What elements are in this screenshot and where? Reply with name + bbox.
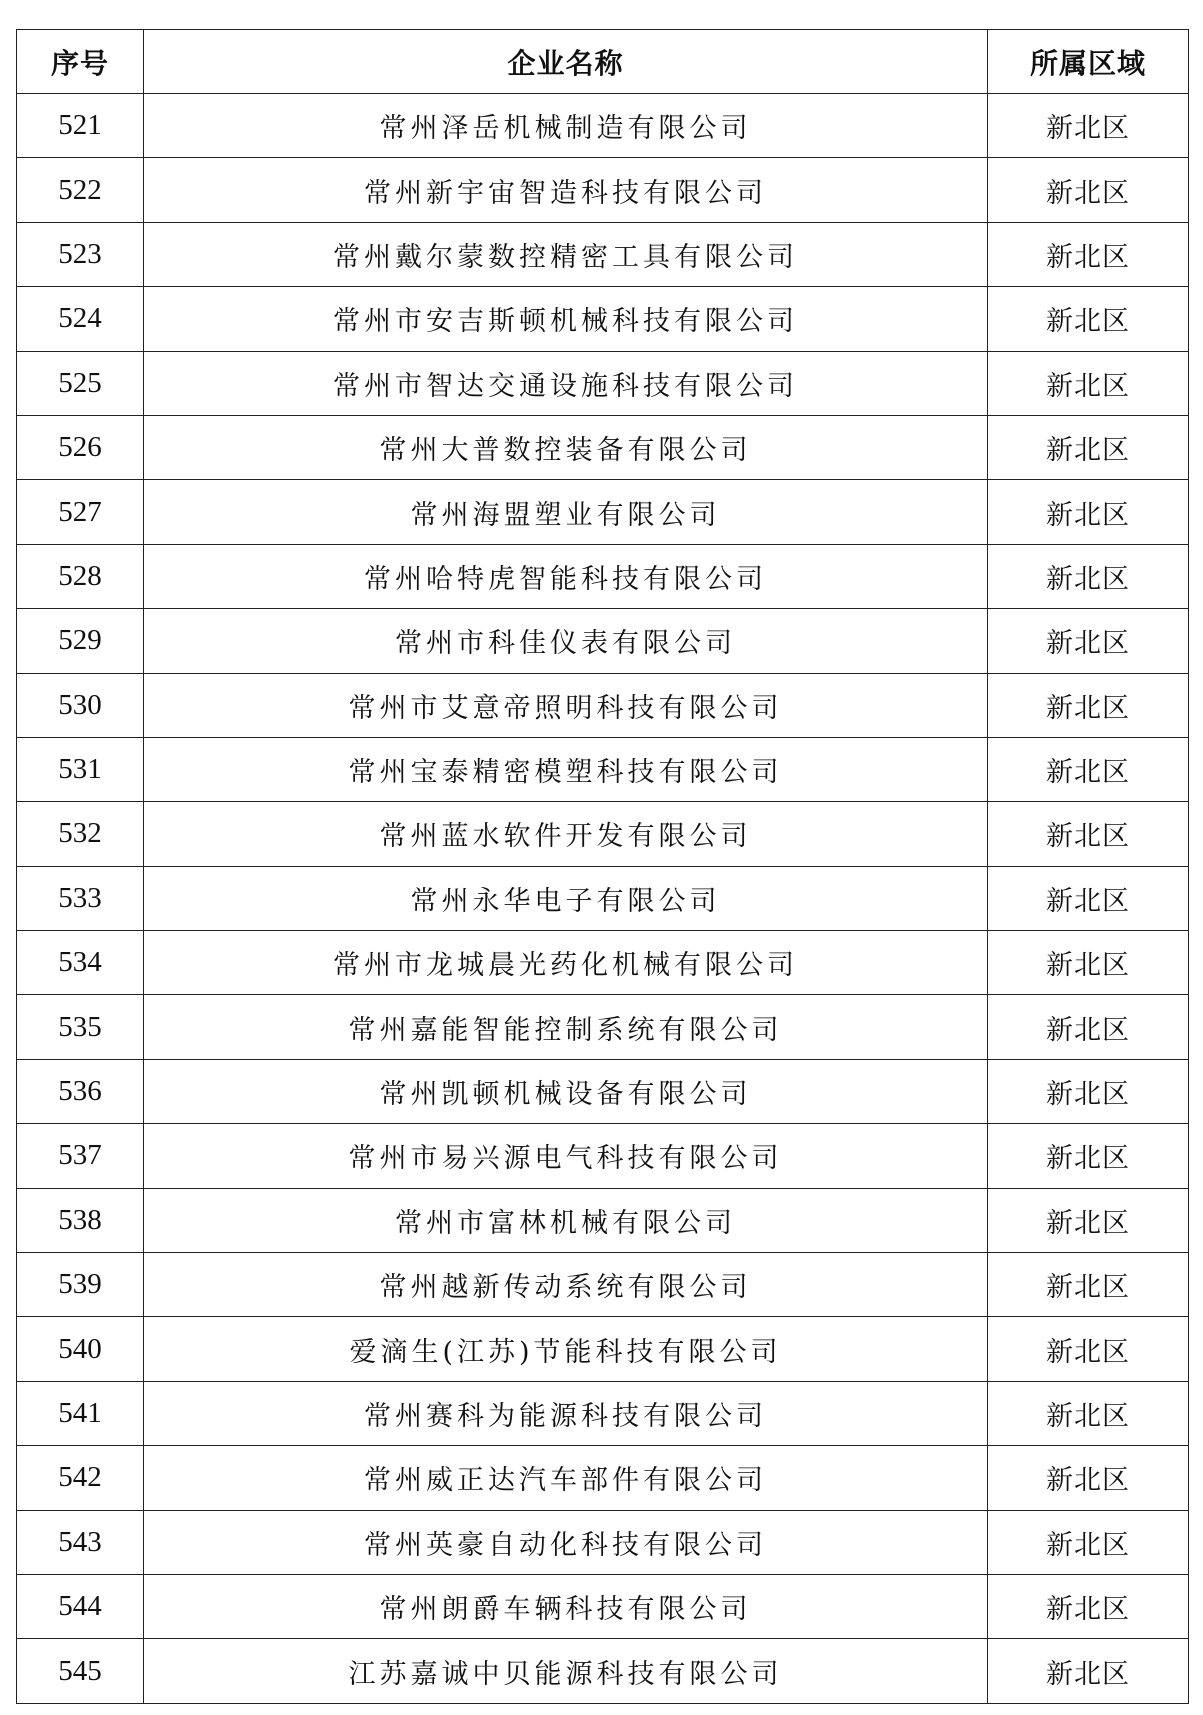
row-area: 新北区: [988, 931, 1189, 995]
row-area: 新北区: [988, 1574, 1189, 1638]
row-enterprise-name: 常州戴尔蒙数控精密工具有限公司: [144, 222, 988, 286]
table-row: [17, 995, 1189, 1059]
row-seq: 533: [17, 866, 144, 930]
row-area: 新北区: [988, 1446, 1189, 1510]
row-enterprise-name: 常州市易兴源电气科技有限公司: [144, 1124, 988, 1188]
table-row: [17, 1574, 1189, 1638]
table-row: [17, 737, 1189, 801]
row-seq: 535: [17, 995, 144, 1059]
header-area: 所属区域: [988, 30, 1189, 94]
row-seq: 530: [17, 673, 144, 737]
row-enterprise-name: 常州赛科为能源科技有限公司: [144, 1381, 988, 1445]
row-enterprise-name: 常州市科佳仪表有限公司: [144, 609, 988, 673]
row-area: 新北区: [988, 544, 1189, 608]
table-row: [17, 158, 1189, 222]
header-name: 企业名称: [144, 30, 988, 94]
table-row: [17, 673, 1189, 737]
row-area: 新北区: [988, 609, 1189, 673]
row-seq: 542: [17, 1446, 144, 1510]
table-row: [17, 480, 1189, 544]
row-seq: 527: [17, 480, 144, 544]
table-row: [17, 931, 1189, 995]
row-enterprise-name: 常州市富林机械有限公司: [144, 1188, 988, 1252]
row-seq: 528: [17, 544, 144, 608]
row-enterprise-name: 常州蓝水软件开发有限公司: [144, 802, 988, 866]
table-row: [17, 1639, 1189, 1703]
row-enterprise-name: 常州泽岳机械制造有限公司: [144, 94, 988, 158]
table-row: [17, 1188, 1189, 1252]
row-seq: 536: [17, 1059, 144, 1123]
row-seq: 540: [17, 1317, 144, 1381]
row-enterprise-name: 爱滴生(江苏)节能科技有限公司: [144, 1317, 988, 1381]
row-enterprise-name: 常州威正达汽车部件有限公司: [144, 1446, 988, 1510]
table-row: [17, 866, 1189, 930]
table-body: [17, 94, 1189, 1704]
row-enterprise-name: 常州新宇宙智造科技有限公司: [144, 158, 988, 222]
row-area: 新北区: [988, 1381, 1189, 1445]
table-row: [17, 222, 1189, 286]
row-enterprise-name: 常州嘉能智能控制系统有限公司: [144, 995, 988, 1059]
row-area: 新北区: [988, 1059, 1189, 1123]
row-enterprise-name: 常州越新传动系统有限公司: [144, 1253, 988, 1317]
row-seq: 545: [17, 1639, 144, 1703]
table-row: [17, 287, 1189, 351]
row-area: 新北区: [988, 158, 1189, 222]
table-row: [17, 609, 1189, 673]
row-seq: 537: [17, 1124, 144, 1188]
table-row: [17, 802, 1189, 866]
row-seq: 538: [17, 1188, 144, 1252]
row-seq: 526: [17, 415, 144, 479]
row-enterprise-name: 常州宝泰精密模塑科技有限公司: [144, 737, 988, 801]
row-seq: 523: [17, 222, 144, 286]
table-row: [17, 1059, 1189, 1123]
row-seq: 522: [17, 158, 144, 222]
table-row: [17, 1253, 1189, 1317]
row-area: 新北区: [988, 802, 1189, 866]
row-enterprise-name: 常州凯顿机械设备有限公司: [144, 1059, 988, 1123]
row-seq: 525: [17, 351, 144, 415]
row-area: 新北区: [988, 673, 1189, 737]
row-enterprise-name: 常州市安吉斯顿机械科技有限公司: [144, 287, 988, 351]
row-seq: 532: [17, 802, 144, 866]
row-area: 新北区: [988, 415, 1189, 479]
row-seq: 524: [17, 287, 144, 351]
table-header: [17, 30, 1189, 94]
table-row: [17, 1317, 1189, 1381]
row-area: 新北区: [988, 1639, 1189, 1703]
row-seq: 543: [17, 1510, 144, 1574]
row-enterprise-name: 江苏嘉诚中贝能源科技有限公司: [144, 1639, 988, 1703]
enterprise-table: [16, 29, 1189, 1704]
table-row: [17, 415, 1189, 479]
row-seq: 539: [17, 1253, 144, 1317]
table-row: [17, 544, 1189, 608]
row-area: 新北区: [988, 1317, 1189, 1381]
table-row: [17, 94, 1189, 158]
row-enterprise-name: 常州英豪自动化科技有限公司: [144, 1510, 988, 1574]
table-row: [17, 1446, 1189, 1510]
row-area: 新北区: [988, 1510, 1189, 1574]
row-area: 新北区: [988, 1124, 1189, 1188]
row-seq: 521: [17, 94, 144, 158]
row-enterprise-name: 常州市龙城晨光药化机械有限公司: [144, 931, 988, 995]
row-enterprise-name: 常州海盟塑业有限公司: [144, 480, 988, 544]
row-area: 新北区: [988, 1253, 1189, 1317]
row-enterprise-name: 常州永华电子有限公司: [144, 866, 988, 930]
header-seq: 序号: [17, 30, 144, 94]
row-area: 新北区: [988, 287, 1189, 351]
header-row: [17, 30, 1189, 94]
row-seq: 541: [17, 1381, 144, 1445]
row-enterprise-name: 常州市艾意帝照明科技有限公司: [144, 673, 988, 737]
table-row: [17, 1124, 1189, 1188]
row-seq: 544: [17, 1574, 144, 1638]
row-enterprise-name: 常州哈特虎智能科技有限公司: [144, 544, 988, 608]
table-row: [17, 1510, 1189, 1574]
row-seq: 531: [17, 737, 144, 801]
row-seq: 529: [17, 609, 144, 673]
row-area: 新北区: [988, 1188, 1189, 1252]
row-area: 新北区: [988, 222, 1189, 286]
row-enterprise-name: 常州朗爵车辆科技有限公司: [144, 1574, 988, 1638]
row-enterprise-name: 常州大普数控装备有限公司: [144, 415, 988, 479]
row-area: 新北区: [988, 480, 1189, 544]
row-area: 新北区: [988, 94, 1189, 158]
row-area: 新北区: [988, 866, 1189, 930]
row-area: 新北区: [988, 995, 1189, 1059]
table-row: [17, 351, 1189, 415]
row-area: 新北区: [988, 737, 1189, 801]
table-row: [17, 1381, 1189, 1445]
row-area: 新北区: [988, 351, 1189, 415]
row-enterprise-name: 常州市智达交通设施科技有限公司: [144, 351, 988, 415]
row-seq: 534: [17, 931, 144, 995]
